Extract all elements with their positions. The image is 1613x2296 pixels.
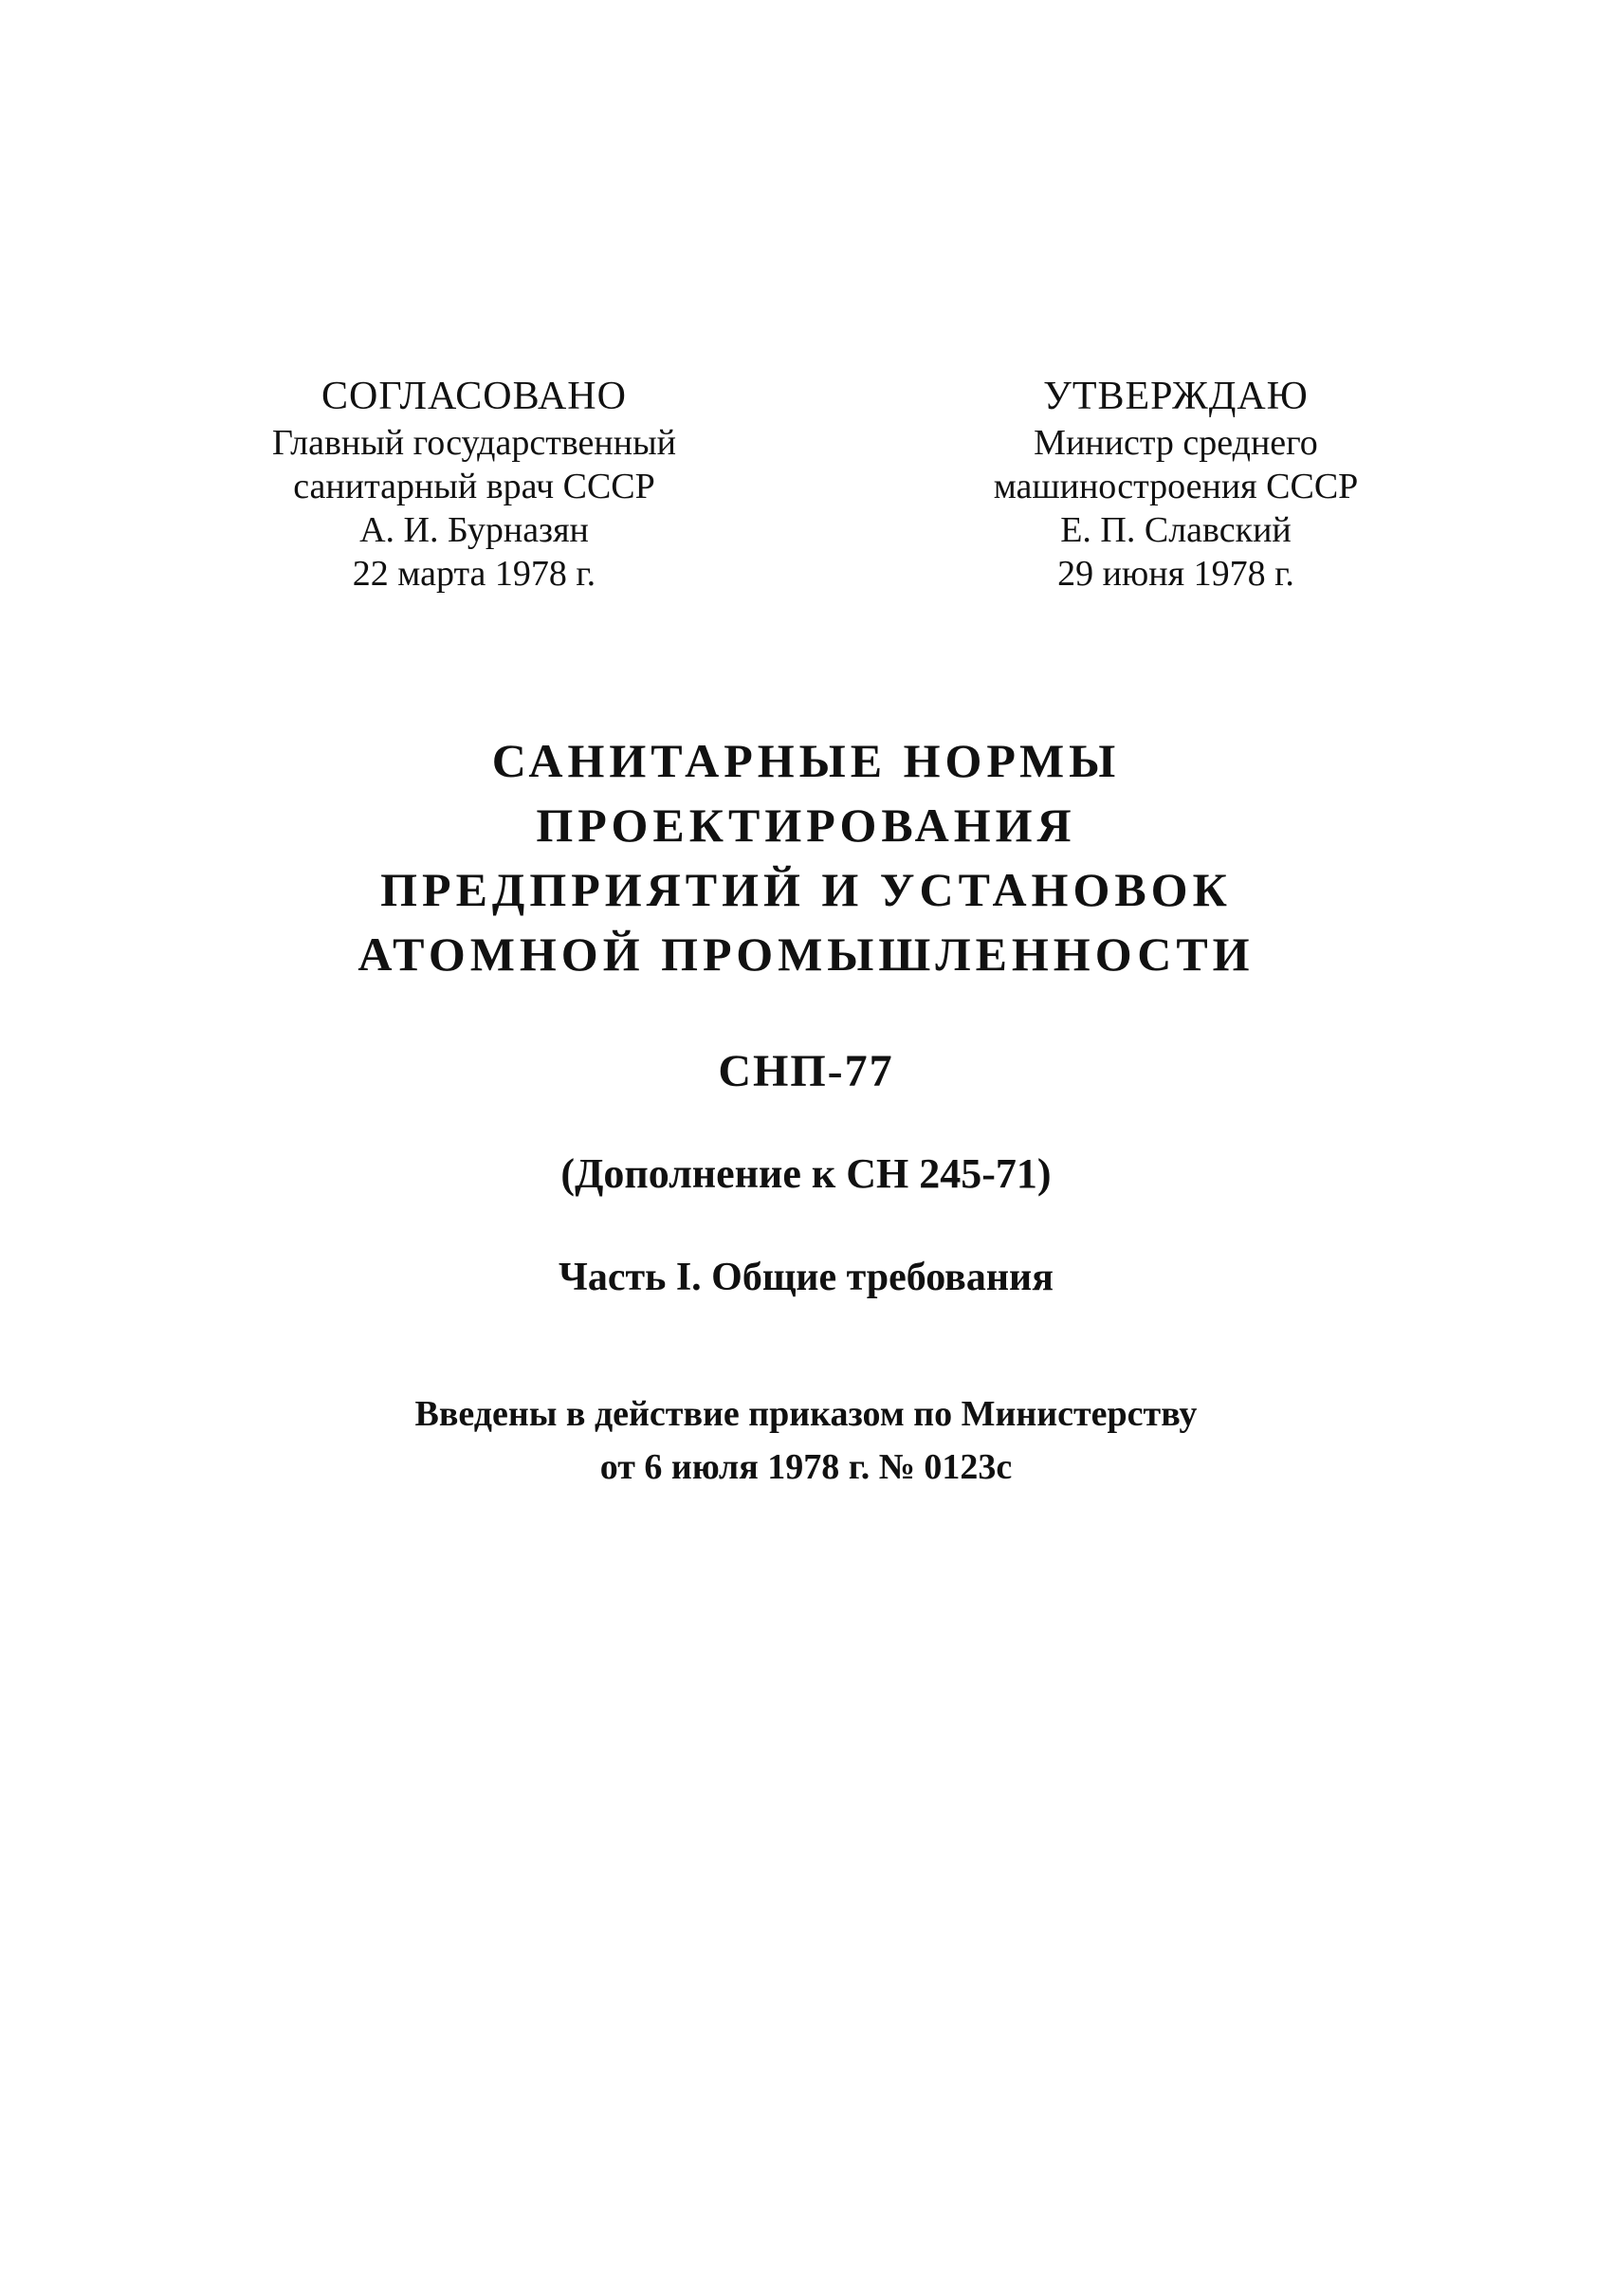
document-title: [284, 728, 1328, 986]
approval-line-agreed-name: А. И. Бурназян: [359, 510, 589, 550]
document-title-line-2: ПРОЕКТИРОВАНИЯ: [536, 799, 1076, 852]
approval-line-approved-position-2: машиностроения СССР: [993, 467, 1359, 506]
document-title-line-3: ПРЕДПРИЯТИЙ И УСТАНОВОК: [380, 863, 1232, 916]
approval-line-approved-name: Е. П. Славский: [1060, 510, 1292, 550]
document-title-line-1: САНИТАРНЫЕ НОРМЫ: [491, 734, 1121, 787]
approval-line-approved-position-1: Министр среднего: [1034, 423, 1318, 463]
approval-line-agreed-position-1: Главный государственный: [272, 423, 676, 463]
document-title-line-4: АТОМНОЙ ПРОМЫШЛЕННОСТИ: [357, 928, 1255, 981]
document-part-heading: Часть I. Общие требования: [559, 1256, 1054, 1299]
approval-heading-agreed: СОГЛАСОВАНО: [321, 375, 627, 418]
approval-block-approved: [910, 372, 1441, 596]
enactment-note-line-2: от 6 июля 1978 г. № 0123с: [599, 1447, 1013, 1487]
approval-heading-approved: УТВЕРЖДАЮ: [1043, 375, 1309, 418]
approval-line-agreed-date: 22 марта 1978 г.: [352, 554, 596, 594]
document-supplement-note: (Дополнение к СН 245-71): [560, 1150, 1052, 1197]
enactment-note: [284, 1387, 1328, 1494]
approval-line-agreed-position-2: санитарный врач СССР: [293, 467, 655, 506]
approval-line-approved-date: 29 июня 1978 г.: [1057, 554, 1294, 594]
document-code: СНП-77: [718, 1046, 894, 1096]
enactment-note-line-1: Введены в действие приказом по Министерству: [414, 1394, 1198, 1434]
approval-block-agreed: [218, 372, 730, 596]
